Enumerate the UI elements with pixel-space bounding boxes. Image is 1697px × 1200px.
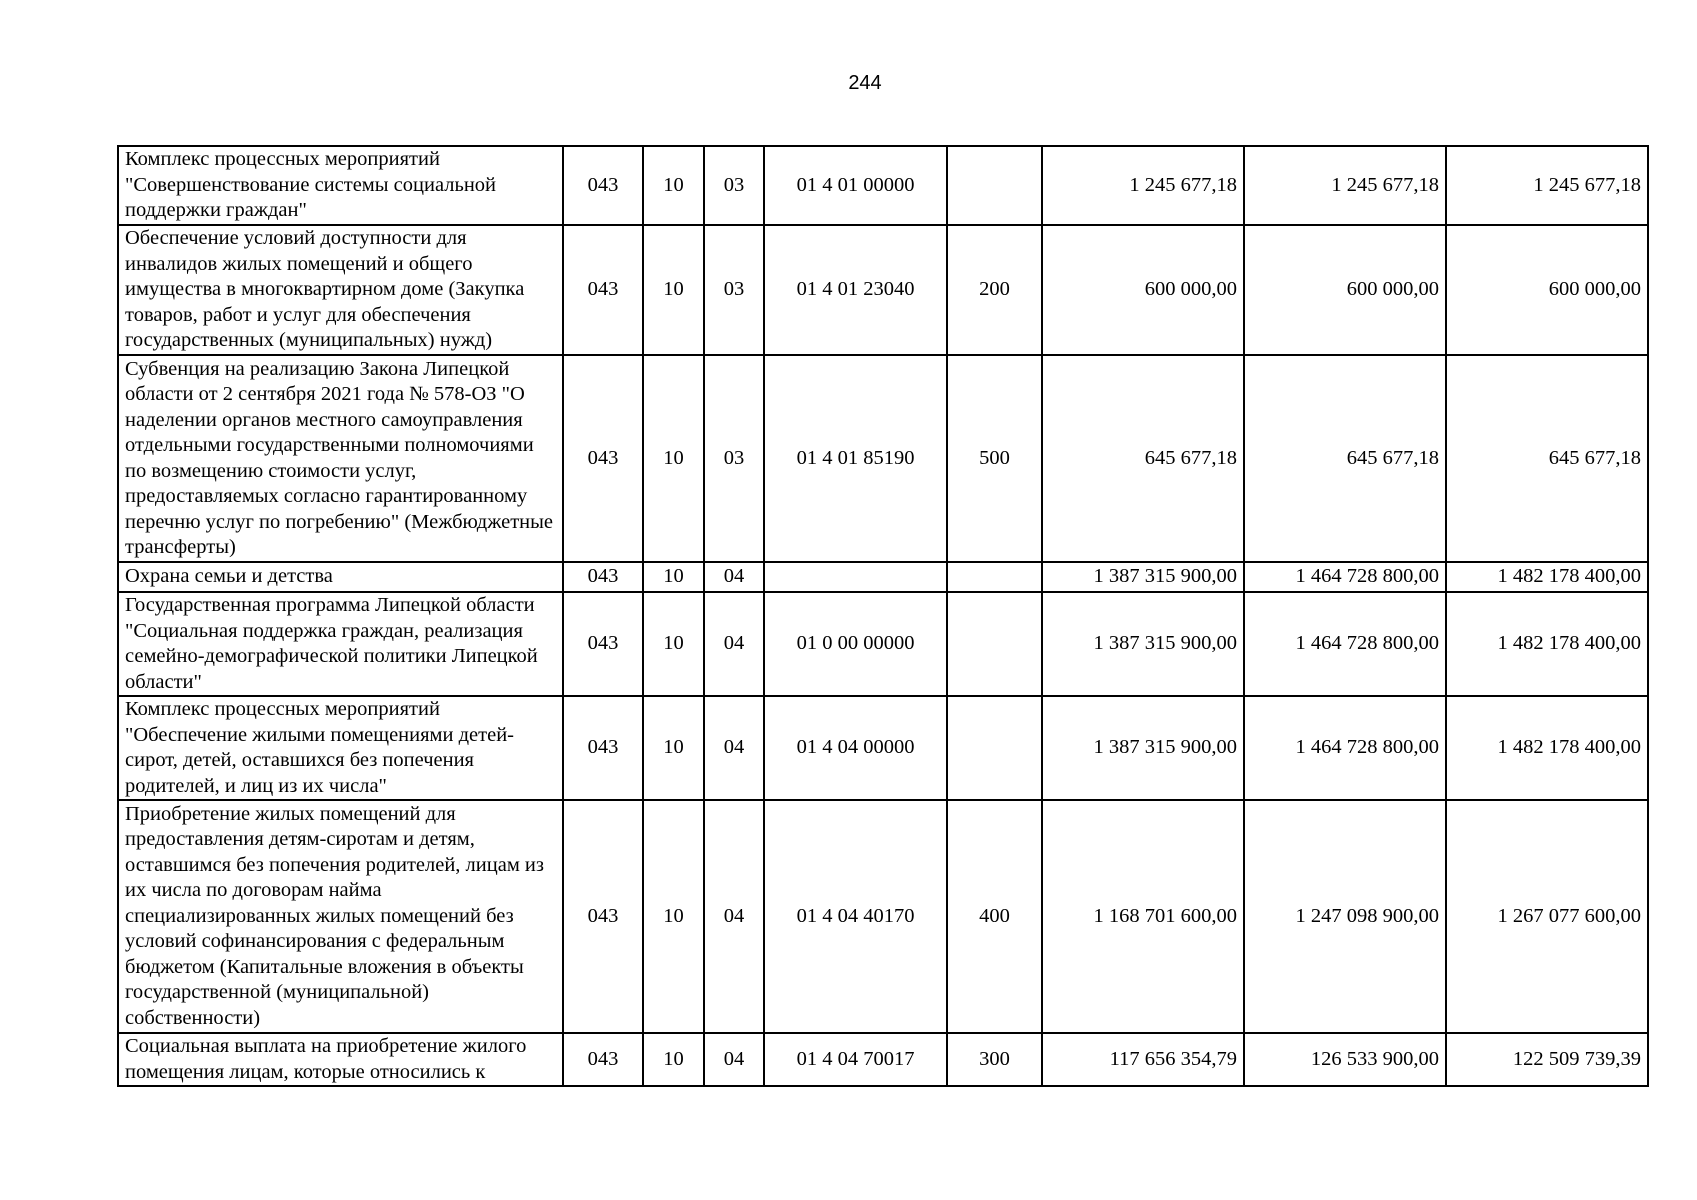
department-code: 043 bbox=[563, 800, 643, 1033]
section-code: 10 bbox=[643, 355, 704, 562]
sum-year-2: 126 533 900,00 bbox=[1244, 1033, 1446, 1086]
sum-year-1: 1 387 315 900,00 bbox=[1042, 696, 1244, 800]
sum-year-1: 645 677,18 bbox=[1042, 355, 1244, 562]
section-code: 10 bbox=[643, 592, 704, 696]
article-code bbox=[764, 562, 947, 592]
article-code: 01 0 00 00000 bbox=[764, 592, 947, 696]
table-row bbox=[118, 696, 1648, 800]
sum-year-2: 1 464 728 800,00 bbox=[1244, 696, 1446, 800]
section-code: 10 bbox=[643, 225, 704, 355]
sum-year-3: 1 482 178 400,00 bbox=[1446, 562, 1648, 592]
sum-year-3: 1 267 077 600,00 bbox=[1446, 800, 1648, 1033]
article-code: 01 4 04 70017 bbox=[764, 1033, 947, 1086]
item-name: Субвенция на реализацию Закона Липецкой области от 2 сентября 2021 года № 578-ОЗ "О наделении органов местного самоуправления отдельными государственными полномочиями по возмещению стоимости услуг, предоставляемых согласно гарантированному перечню услуг по погребению" (Межбюджетные трансферты) bbox=[118, 355, 563, 562]
page-number: 244 bbox=[848, 72, 882, 94]
sum-year-2: 1 247 098 900,00 bbox=[1244, 800, 1446, 1033]
expense-type: 200 bbox=[947, 225, 1042, 355]
table-row bbox=[118, 355, 1648, 562]
article-code: 01 4 01 00000 bbox=[764, 146, 947, 225]
subsection-code: 04 bbox=[704, 1033, 764, 1086]
budget-table-body bbox=[118, 146, 1648, 1086]
item-name: Социальная выплата на приобретение жилого помещения лицам, которые относились к bbox=[118, 1033, 563, 1086]
sum-year-1: 1 387 315 900,00 bbox=[1042, 592, 1244, 696]
sum-year-1: 600 000,00 bbox=[1042, 225, 1244, 355]
sum-year-3: 600 000,00 bbox=[1446, 225, 1648, 355]
sum-year-1: 117 656 354,79 bbox=[1042, 1033, 1244, 1086]
item-name: Комплекс процессных мероприятий "Совершенствование системы социальной поддержки граждан" bbox=[118, 146, 563, 225]
sum-year-2: 1 464 728 800,00 bbox=[1244, 562, 1446, 592]
table-row bbox=[118, 225, 1648, 355]
expense-type: 300 bbox=[947, 1033, 1042, 1086]
expense-type: 400 bbox=[947, 800, 1042, 1033]
sum-year-1: 1 387 315 900,00 bbox=[1042, 562, 1244, 592]
subsection-code: 03 bbox=[704, 225, 764, 355]
item-name: Обеспечение условий доступности для инвалидов жилых помещений и общего имущества в многоквартирном доме (Закупка товаров, работ и услуг для обеспечения государственных (муниципальных) нужд) bbox=[118, 225, 563, 355]
sum-year-3: 122 509 739,39 bbox=[1446, 1033, 1648, 1086]
sum-year-1: 1 168 701 600,00 bbox=[1042, 800, 1244, 1033]
sum-year-2: 645 677,18 bbox=[1244, 355, 1446, 562]
sum-year-2: 1 245 677,18 bbox=[1244, 146, 1446, 225]
subsection-code: 04 bbox=[704, 592, 764, 696]
item-name: Приобретение жилых помещений для предоставления детям-сиротам и детям, оставшимся без попечения родителей, лицам из их числа по договорам найма специализированных жилых помещений без условий софинансирования с федеральным бюджетом (Капитальные вложения в объекты государственной (муниципальной) собственности) bbox=[118, 800, 563, 1033]
table-row bbox=[118, 800, 1648, 1033]
item-name: Комплекс процессных мероприятий "Обеспечение жилыми помещениями детей-сирот, детей, оставшихся без попечения родителей, и лиц из их числа" bbox=[118, 696, 563, 800]
expense-type bbox=[947, 562, 1042, 592]
table-row bbox=[118, 592, 1648, 696]
expense-type bbox=[947, 146, 1042, 225]
subsection-code: 04 bbox=[704, 696, 764, 800]
department-code: 043 bbox=[563, 355, 643, 562]
sum-year-2: 600 000,00 bbox=[1244, 225, 1446, 355]
article-code: 01 4 01 85190 bbox=[764, 355, 947, 562]
sum-year-3: 1 245 677,18 bbox=[1446, 146, 1648, 225]
section-code: 10 bbox=[643, 800, 704, 1033]
table-row bbox=[118, 562, 1648, 592]
department-code: 043 bbox=[563, 1033, 643, 1086]
subsection-code: 04 bbox=[704, 800, 764, 1033]
sum-year-3: 1 482 178 400,00 bbox=[1446, 696, 1648, 800]
table-row bbox=[118, 146, 1648, 225]
budget-table bbox=[117, 145, 1649, 1087]
department-code: 043 bbox=[563, 225, 643, 355]
department-code: 043 bbox=[563, 696, 643, 800]
sum-year-3: 645 677,18 bbox=[1446, 355, 1648, 562]
section-code: 10 bbox=[643, 696, 704, 800]
subsection-code: 03 bbox=[704, 146, 764, 225]
expense-type bbox=[947, 696, 1042, 800]
section-code: 10 bbox=[643, 1033, 704, 1086]
expense-type bbox=[947, 592, 1042, 696]
department-code: 043 bbox=[563, 592, 643, 696]
item-name: Охрана семьи и детства bbox=[118, 562, 563, 592]
article-code: 01 4 04 40170 bbox=[764, 800, 947, 1033]
department-code: 043 bbox=[563, 146, 643, 225]
sum-year-1: 1 245 677,18 bbox=[1042, 146, 1244, 225]
subsection-code: 03 bbox=[704, 355, 764, 562]
department-code: 043 bbox=[563, 562, 643, 592]
subsection-code: 04 bbox=[704, 562, 764, 592]
item-name: Государственная программа Липецкой области "Социальная поддержка граждан, реализация семейно-демографической политики Липецкой области" bbox=[118, 592, 563, 696]
article-code: 01 4 01 23040 bbox=[764, 225, 947, 355]
section-code: 10 bbox=[643, 562, 704, 592]
expense-type: 500 bbox=[947, 355, 1042, 562]
section-code: 10 bbox=[643, 146, 704, 225]
article-code: 01 4 04 00000 bbox=[764, 696, 947, 800]
sum-year-3: 1 482 178 400,00 bbox=[1446, 592, 1648, 696]
table-row bbox=[118, 1033, 1648, 1086]
sum-year-2: 1 464 728 800,00 bbox=[1244, 592, 1446, 696]
